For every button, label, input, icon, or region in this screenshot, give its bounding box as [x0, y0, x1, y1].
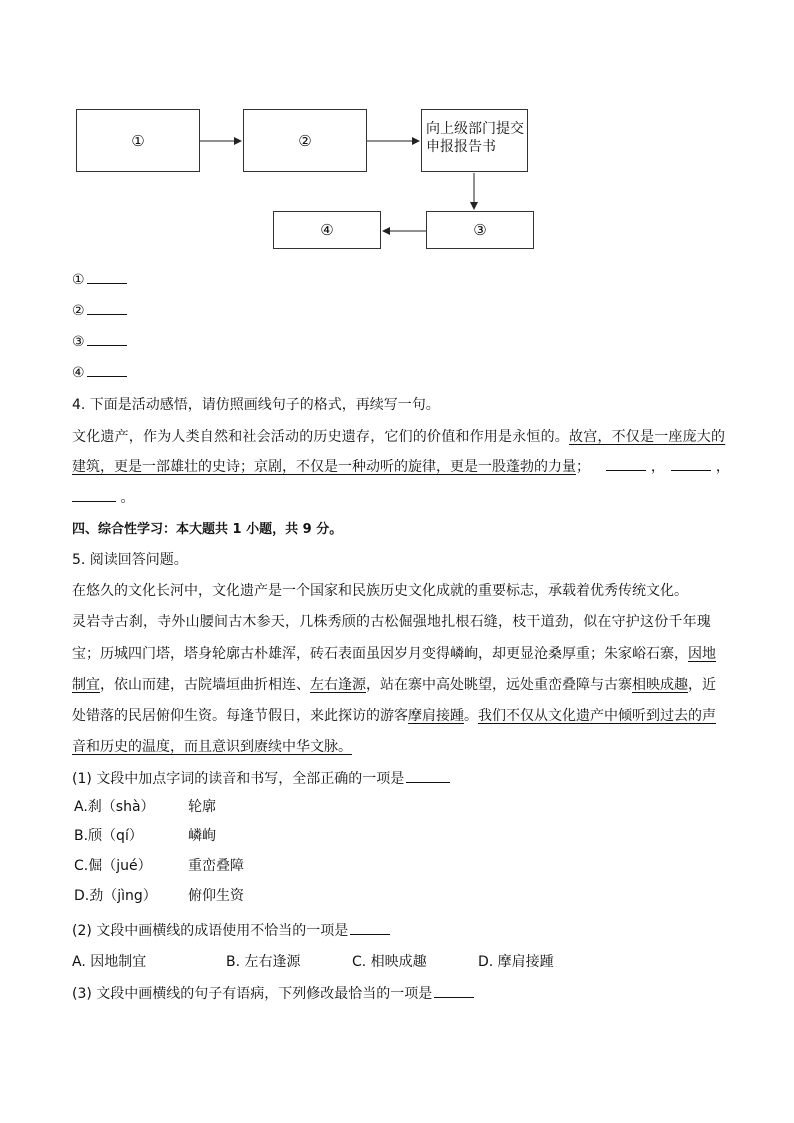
flow-box-1-label: ①: [131, 131, 145, 150]
q5-sub3-question: [72, 983, 474, 1003]
q5-sub2-blank[interactable]: [350, 920, 390, 935]
q5-sub1-option-a-value: 轮廓: [188, 799, 216, 815]
q5-sub1-option-b-value: 嶙峋: [188, 828, 216, 844]
question-4-line-3: [72, 487, 134, 507]
q4-line1-plain: 文化遗产，作为人类自然和社会活动的历史遗存，它们的价值和作用是永恒的。: [72, 429, 569, 445]
q4-line2-sep: ；: [576, 459, 590, 475]
q4-line1-underlined: 故宫，不仅是一座庞大的: [569, 429, 726, 445]
q5-paragraph-2-line-1: 灵岩寺古刹，寺外山腰间古木参天，几株秀颀的古松倔强地扎根石缝，枝干道劲，似在守护这份千年瑰: [72, 614, 711, 630]
answer-blank-3[interactable]: [87, 331, 127, 346]
q5-paragraph-2-line-2: [72, 643, 716, 663]
q5-sub1-option-b-key: B.颀（qí）: [74, 828, 143, 844]
section-4-heading: 四、综合性学习：本大题共 1 小题，共 9 分。: [72, 522, 343, 537]
question-5-prompt: 5. 阅读回答问题。: [72, 552, 188, 568]
flow-box-submit-line1: 向上级部门提交: [426, 121, 524, 137]
flowchart: [0, 0, 794, 260]
flow-box-4: [273, 211, 381, 249]
q5-sub2-text: (2) 文段中画横线的成语使用不恰当的一项是: [72, 923, 349, 939]
answer-line-4: [72, 362, 127, 381]
q5-sub2-option-d[interactable]: D. 摩肩接踵: [478, 954, 554, 970]
q5-sub1-option-c-key: C.倔（jué）: [74, 858, 152, 874]
flow-box-submit: [421, 109, 528, 172]
q5-sub1-text: (1) 文段中加点字词的读音和书写，全部正确的一项是: [72, 771, 405, 787]
q5-p2-l3-text-c: ，近: [688, 677, 716, 693]
q5-sub3-blank[interactable]: [434, 983, 474, 998]
answer-line-1: [72, 269, 127, 288]
q4-blank-1[interactable]: [606, 456, 646, 471]
q5-sub1-option-d[interactable]: [74, 885, 244, 905]
q5-p2-l4-text-b: 。: [464, 708, 478, 724]
answer-label-4: ④: [72, 365, 85, 381]
answer-blank-1[interactable]: [87, 269, 127, 284]
answer-line-2: [72, 300, 127, 319]
q5-p2-l2-underlined: 因地: [688, 646, 716, 662]
q5-p2-l3-text-b: ，站在寨中高处眺望，远处重峦叠障与古寨: [366, 677, 632, 693]
question-4-line-2: [72, 456, 730, 476]
q5-sub1-option-d-value: 俯仰生资: [188, 888, 244, 904]
q5-p2-l4-text-a: 处错落的民居俯仰生资。每逢节假日，来此探访的游客: [72, 708, 408, 724]
answer-label-2: ②: [72, 303, 85, 319]
q5-p2-l3-underlined-2: 左右逢源: [310, 677, 366, 693]
flow-box-3: [426, 211, 534, 249]
q4-line2-underlined: 建筑，更是一部雄壮的史诗；京剧，不仅是一种动听的旋律，更是一股蓬勃的力量: [72, 459, 576, 475]
question-4-line-1: [72, 426, 725, 446]
q5-sub1-blank[interactable]: [406, 768, 450, 783]
answer-line-3: [72, 331, 127, 350]
q4-blank-3[interactable]: [72, 487, 116, 502]
q5-p2-l4-underlined-2: 我们不仅从文化遗产中倾听到过去的声: [478, 708, 716, 724]
answer-label-1: ①: [72, 272, 85, 288]
q5-sub2-option-b[interactable]: B. 左右逢源: [226, 954, 301, 970]
q5-paragraph-1: 在悠久的文化长河中，文化遗产是一个国家和民族历史文化成就的重要标志，承载着优秀传统文化。: [72, 583, 688, 599]
q4-blank-2[interactable]: [671, 456, 711, 471]
answer-blank-4[interactable]: [87, 362, 127, 377]
q5-sub1-option-a-key: A.刹（shà）: [74, 799, 155, 815]
flow-box-3-label: ③: [473, 221, 487, 239]
q5-p2-l4-underlined-1: 摩肩接踵: [408, 708, 464, 724]
answer-blank-2[interactable]: [87, 300, 127, 315]
q5-paragraph-2-line-3: [72, 674, 716, 694]
q5-sub1-option-b[interactable]: [74, 825, 216, 845]
q5-sub3-text: (3) 文段中画横线的句子有语病，下列修改最恰当的一项是: [72, 986, 433, 1002]
flow-box-1: [76, 109, 200, 172]
q4-period: 。: [120, 490, 135, 506]
q5-paragraph-2-line-4: [72, 705, 716, 725]
q5-sub2-question: [72, 920, 390, 940]
q5-sub1-option-d-key: D.劲（jìng）: [74, 888, 157, 904]
q5-p2-l5-underlined: 音和历史的温度，而且意识到赓续中华文脉。: [72, 739, 352, 755]
q5-sub1-option-a[interactable]: [74, 796, 216, 816]
q5-p2-l3-underlined-3: 相映成趣: [632, 677, 688, 693]
q5-paragraph-2-line-5: [72, 736, 352, 756]
q4-comma-2: ，: [715, 459, 730, 475]
flow-box-4-label: ④: [320, 221, 334, 239]
q5-sub2-option-c[interactable]: C. 相映成趣: [352, 954, 427, 970]
q5-sub1-option-c-value: 重峦叠障: [188, 858, 244, 874]
flow-box-2-label: ②: [298, 131, 312, 150]
q5-sub1-question: [72, 768, 450, 788]
answer-label-3: ③: [72, 334, 85, 350]
q5-p2-l3-underlined-1: 制宜: [72, 677, 100, 693]
q5-sub1-option-c[interactable]: [74, 855, 244, 875]
q4-comma-1: ，: [650, 459, 665, 475]
question-4-prompt: 4. 下面是活动感悟，请仿照画线句子的格式，再续写一句。: [72, 397, 440, 413]
q5-p2-l3-text-a: ，依山而建，古院墙垣曲折相连、: [100, 677, 310, 693]
flow-box-2: [243, 109, 367, 172]
q5-sub2-option-a[interactable]: A. 因地制宜: [72, 954, 147, 970]
flow-box-submit-line2: 申报报告书: [426, 139, 496, 155]
q5-p2-l2-text: 宝；历城四门塔，塔身轮廓古朴雄浑，砖石表面虽因岁月变得嶙峋，却更显沧桑厚重；朱家峪石寨，: [72, 646, 688, 662]
